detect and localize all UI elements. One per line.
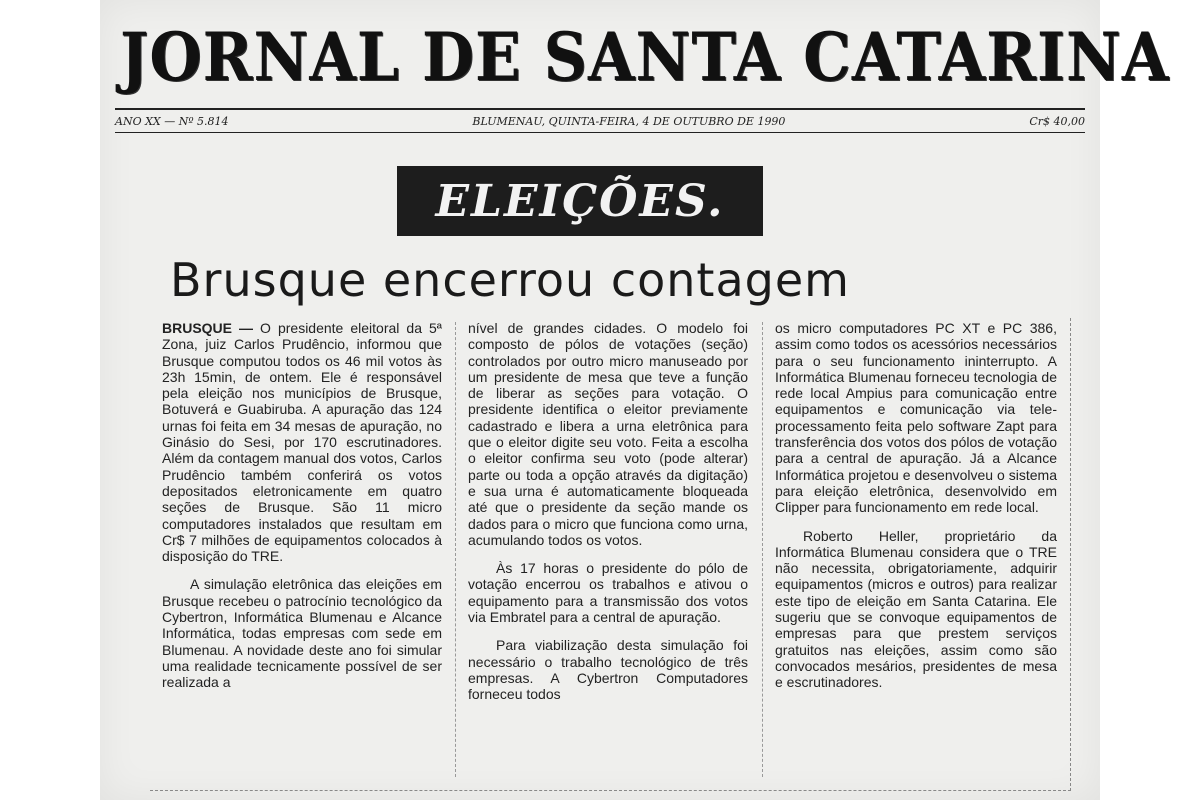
issue-number: ANO XX — Nº 5.814 [115, 114, 229, 128]
paragraph: os micro computadores PC XT e PC 386, assim como todos os acessórios necessários para o seu funcionamento ininterrupto. A Informática Blumenau forneceu tecnologia de rede local Ampius para comunicação entre equipamentos e comunicação via tele-processamento feita pelo software Zapt para transferência dos votos dos pólos de votação para a central de apuração. Já a Alcance Informática projetou e desenvolveu o sistema para eleição eletrônica, desenvolvido em Clipper para funcionamento em rede local. [775, 320, 1057, 516]
section-title: ELEIÇÕES. [435, 175, 725, 227]
column-separator [455, 322, 457, 777]
article-column-3 [775, 320, 1057, 691]
paragraph [162, 320, 442, 564]
price: Cr$ 40,00 [1029, 114, 1085, 128]
paragraph: Roberto Heller, proprietário da Informática Blumenau considera que o TRE não necessita, obrigatoriamente, adquirir equipamentos (micros e outros) para realizar este tipo de eleição em Santa Catarina. Ele sugeriu que se convoque equipamentos de empresas para que prestem serviços gratuitos nas eleições, assim como são convocados mesários, presidentes de mesa e escrutinadores. [775, 527, 1057, 691]
paragraph-text: O presidente eleitoral da 5ª Zona, juiz Carlos Prudêncio, informou que Brusque computou todos os 46 mil votos às 23h 15min, de ontem. Ele é responsável pela eleição nos municípios de Brusque, Botuverá e Guabiruba. A apuração das 124 urnas foi feita em 34 mesas de apuração, no Ginásio do Sesi, por 170 escrutinadores. Além da contagem manual dos votos, Carlos Prudêncio também conferirá os votos depositados eletronicamente em quatro seções de Brusque. São 11 micro computadores instalados que resultam em Cr$ 7 milhões de equipamentos colocados à disposição do TRE. [162, 320, 442, 565]
article-headline: Brusque encerrou contagem [170, 253, 850, 307]
masthead-rule-top [115, 108, 1085, 110]
section-banner [397, 166, 763, 236]
dateline-bar [115, 112, 1085, 130]
dateline-lead: BRUSQUE — [162, 320, 254, 336]
newspaper-masthead: JORNAL DE SANTA CATARINA [120, 19, 1170, 97]
publication-date: BLUMENAU, QUINTA-FEIRA, 4 DE OUTUBRO DE 1990 [472, 114, 786, 128]
paragraph: A simulação eletrônica das eleições em Brusque recebeu o patrocínio tecnológico da Cybertron, Informática Blumenau e Alcance Informática, todas empresas com sede em Blumenau. A novidade deste ano foi simular uma realidade tecnicamente possível de ser realizada a [162, 576, 442, 691]
column-separator [762, 322, 764, 777]
masthead-rule-bottom [115, 132, 1085, 133]
article-column-1 [162, 320, 442, 691]
paragraph: Às 17 horas o presidente do pólo de votação encerrou os trabalhos e ativou o equipamento para a transmissão dos votos via Embratel para a central de apuração. [468, 560, 748, 626]
article-column-2 [468, 320, 748, 703]
paragraph: Para viabilização desta simulação foi necessário o trabalho tecnológico de três empresas. A Cybertron Computadores forneceu todos [468, 637, 748, 703]
paragraph: nível de grandes cidades. O modelo foi composto de pólos de votações (seção) controlados por outro micro manuseado por um presidente de mesa que teve a função de liberar as seções para votação. O presidente identifica o eleitor previamente cadastrado e libera a urna eletrônica para que o eleitor digite seu voto. Feita a escolha o eleitor confirma seu voto (pode alterar) parte ou toda a opção através da digitação) e sua urna é automaticamente bloqueada até que o presidente da seção mande os dados para o micro que funciona como urna, acumulando todos os votos. [468, 320, 748, 548]
